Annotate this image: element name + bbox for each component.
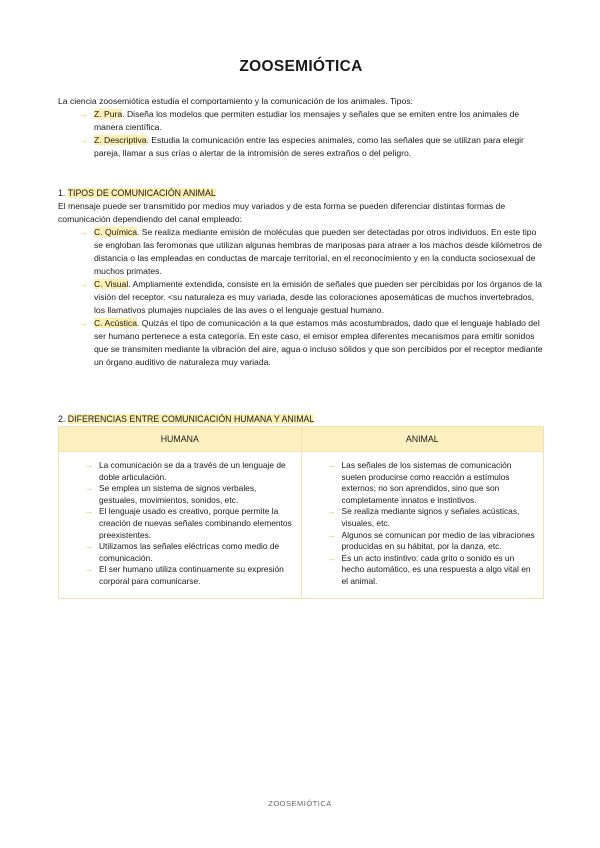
list-item — [326, 552, 538, 588]
list-item — [326, 529, 538, 553]
list-item — [84, 460, 295, 483]
section-heading — [58, 413, 544, 426]
intro-types-list — [58, 108, 544, 160]
list-item — [79, 134, 544, 160]
arrow-right-icon: → — [84, 506, 93, 517]
item-text: . Estudia la comunicación entre las especies animales, como las señales que se utilizan para elegir pareja, llamar a sus crías o alertar de la intromisión de seres extraños o del peligro. — [94, 135, 524, 158]
item-text: El lenguaje usado es creativo, porque permite la creación de nuevas señales combinando elementos preexistentes. — [99, 506, 292, 540]
list-item — [326, 460, 538, 506]
section-number: 1. — [58, 188, 68, 198]
item-text: El ser humano utiliza continuamente su expresión corporal para comunicarse. — [99, 564, 284, 586]
term-highlight: Z. Descriptiva — [94, 135, 147, 145]
arrow-right-icon: → — [84, 564, 93, 575]
section-text: El mensaje puede ser transmitido por medios muy variados y de esta forma se pueden diferenciar distintas formas de comunicación dependiendo del canal empleado: — [58, 201, 506, 224]
intro-block — [58, 95, 544, 160]
arrow-right-icon: → — [326, 529, 336, 540]
page-footer: ZOOSEMIÓTICA — [268, 799, 332, 808]
section-title: DIFERENCIAS ENTRE COMUNICACIÓN HUMANA Y ANIMAL — [67, 414, 315, 424]
section-heading — [58, 187, 544, 200]
section-1 — [58, 187, 544, 369]
communication-types-list — [58, 226, 544, 369]
list-item — [79, 226, 544, 278]
list-item — [84, 483, 295, 506]
list-item — [84, 506, 295, 541]
animal-cell — [301, 452, 544, 599]
section-number: 2. — [58, 414, 68, 424]
item-text: Se emplea un sistema de signos verbales, gestuales, movimientos, sonidos, etc. — [99, 483, 257, 505]
item-text: Las señales de los sistemas de comunicación suelen producirse como reacción a estímulos externos; no son aprendidos, sino que son completamente innatos e instintivos. — [341, 460, 512, 505]
arrow-right-icon: → — [79, 109, 88, 119]
arrow-right-icon: → — [326, 506, 336, 517]
section-2 — [58, 413, 544, 599]
item-text: . Se realiza mediante emisión de moléculas que pueden ser detectadas por otros individuos. En este tipo se engloban las feromonas que utilizan algunas hembras de mariposas para atraer a los machos desde kilómetros de distancia o las empleadas en conductas de marcaje territorial, en el reconocimiento y en la conducta sociosexual de muchos primates. — [94, 227, 543, 276]
arrow-right-icon: → — [326, 460, 336, 470]
arrow-right-icon: → — [79, 318, 88, 328]
item-text: . Ampliamente extendida, consiste en la emisión de señales que pueden ser percibidas por los órganos de la visión del receptor. <su naturaleza es muy variada, desde las coloraciones aposemáticas de muchos invertebrados, los llamativos plumajes nupciales de las aves o el lenguaje gestual humano. — [94, 279, 542, 315]
list-item — [79, 278, 544, 317]
humana-cell — [59, 452, 302, 599]
item-text: La comunicación se da a través de un lenguaje de doble articulación. — [99, 460, 286, 482]
term-highlight: C. Química — [94, 227, 137, 237]
list-item — [79, 108, 544, 134]
arrow-right-icon: → — [84, 541, 93, 552]
comparison-table — [58, 426, 544, 599]
arrow-right-icon: → — [84, 483, 93, 494]
term-highlight: Z. Pura — [94, 109, 123, 119]
list-item — [326, 506, 538, 529]
arrow-right-icon: → — [79, 135, 88, 145]
arrow-right-icon: → — [79, 227, 88, 237]
arrow-right-icon: → — [84, 460, 93, 470]
term-highlight: C. Visual — [94, 279, 129, 289]
list-item — [84, 564, 295, 587]
item-text: . Quizás el tipo de comunicación a la que estamos más acostumbrados, dado que el lenguaje hablado del ser humano pertenece a esta categoría. En este caso, el emisor emplea diferentes mecanismos para emitir sonidos que se transmiten mediante la vibración del aire, agua o incluso sólidos y que son percibidos por el receptor mediante un órgano auditivo de naturaleza muy variada. — [94, 318, 543, 367]
animal-list — [308, 460, 538, 588]
page-title: ZOOSEMIÓTICA — [239, 58, 363, 75]
item-text: Se realiza mediante signos y señales acústicas, visuales, etc. — [341, 506, 520, 528]
item-text: Algunos se comunican por medio de las vibraciones producidas en su hábitat, por la danza, etc. — [341, 529, 535, 552]
list-item — [79, 317, 544, 369]
term-highlight: C. Acústica — [94, 318, 137, 328]
arrow-right-icon: → — [79, 279, 88, 289]
item-text: Utilizamos las señales eléctricas como medio de comunicación. — [99, 541, 280, 563]
column-header-animal: ANIMAL — [301, 427, 544, 452]
humana-list — [65, 460, 295, 588]
arrow-right-icon: → — [326, 552, 336, 563]
item-text: . Diseña los modelos que permiten estudiar los mensajes y señales que se emiten entre los animales de manera científica. — [94, 109, 520, 132]
list-item — [84, 541, 295, 564]
intro-text: La ciencia zoosemiótica estudia el comportamiento y la comunicación de los animales. Tipos: — [58, 96, 413, 106]
section-title: TIPOS DE COMUNICACIÓN ANIMAL — [67, 188, 216, 198]
item-text: Es un acto instintivo: cada grito o sonido es un hecho automático, es una respuesta a algo vital en el animal. — [341, 552, 531, 586]
column-header-humana: HUMANA — [59, 427, 302, 452]
